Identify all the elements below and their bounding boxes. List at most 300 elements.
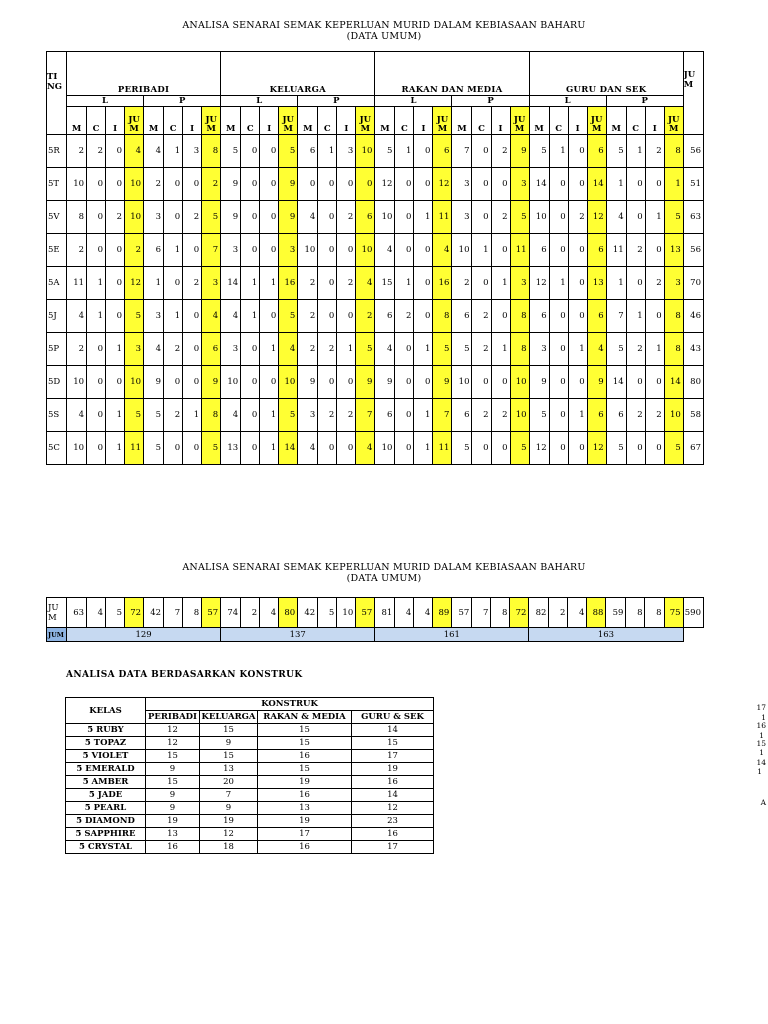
data-cell: 2	[645, 135, 664, 168]
construct-cell: 9	[146, 802, 200, 815]
data-cell: 1	[606, 267, 626, 300]
data-cell: 14	[606, 366, 626, 399]
construct-column-header: PERIBADI	[146, 711, 200, 724]
data-cell: 2	[491, 201, 510, 234]
data-cell: 0	[549, 399, 568, 432]
column-header-c: C	[87, 107, 106, 135]
data-cell: 0	[549, 300, 568, 333]
data-cell: 0	[106, 135, 125, 168]
summary-jum-cell: 72	[125, 598, 144, 628]
data-cell: 2	[626, 234, 645, 267]
group-header-2: KELUARGA	[221, 52, 375, 96]
data-cell: 0	[106, 300, 125, 333]
gender-header: P	[298, 95, 375, 107]
jum-cell: 4	[433, 234, 452, 267]
jum-column-header: JU M	[202, 107, 221, 135]
data-cell: 0	[472, 267, 491, 300]
construct-row	[66, 776, 434, 789]
construct-column-header: RAKAN & MEDIA	[258, 711, 352, 724]
jum-cell: 8	[510, 300, 529, 333]
jum-cell: 12	[587, 432, 606, 465]
data-cell: 5	[144, 432, 164, 465]
construct-cell: 20	[200, 776, 258, 789]
jum-cell: 9	[587, 366, 606, 399]
column-header-m: M	[221, 107, 241, 135]
data-cell: 0	[298, 168, 318, 201]
data-cell: 13	[221, 432, 241, 465]
data-cell: 9	[529, 366, 549, 399]
jum-cell: 10	[125, 366, 144, 399]
column-header-i: I	[491, 107, 510, 135]
data-cell: 0	[164, 432, 183, 465]
jum-cell: 6	[587, 399, 606, 432]
data-cell: 0	[318, 234, 337, 267]
data-cell: 5	[144, 399, 164, 432]
data-cell: 0	[395, 432, 414, 465]
data-cell: 0	[106, 366, 125, 399]
construct-row	[66, 750, 434, 763]
jum-cell: 8	[664, 333, 683, 366]
data-cell: 0	[241, 168, 260, 201]
jum-column-header: JU M	[125, 107, 144, 135]
data-cell: 1	[164, 135, 183, 168]
data-cell: 0	[626, 201, 645, 234]
data-cell: 0	[568, 168, 587, 201]
jum-cell: 5	[433, 333, 452, 366]
data-cell: 1	[260, 432, 279, 465]
data-cell: 6	[298, 135, 318, 168]
summary-cell: 4	[395, 598, 414, 628]
side-fragment: 1	[757, 767, 762, 776]
construct-cell: 16	[352, 776, 434, 789]
data-cell: 0	[87, 366, 106, 399]
jum-cell: 8	[664, 300, 683, 333]
row-total: 56	[683, 135, 703, 168]
jum-cell: 9	[279, 168, 298, 201]
summary-cell: 59	[606, 598, 626, 628]
jum-cell: 8	[433, 300, 452, 333]
summary-cell: 4	[260, 598, 279, 628]
table-row	[47, 366, 704, 399]
table-row	[47, 432, 704, 465]
jum-cell: 1	[664, 168, 683, 201]
construct-cell: 17	[352, 841, 434, 854]
summary-cell: 7	[164, 598, 183, 628]
data-cell: 0	[183, 366, 202, 399]
jum-cell: 6	[587, 300, 606, 333]
data-cell: 10	[221, 366, 241, 399]
construct-cell: 16	[146, 841, 200, 854]
data-cell: 2	[626, 399, 645, 432]
data-cell: 2	[491, 135, 510, 168]
data-cell: 0	[87, 399, 106, 432]
data-cell: 0	[626, 366, 645, 399]
construct-cell: 19	[352, 763, 434, 776]
data-cell: 0	[568, 135, 587, 168]
jum-cell: 10	[664, 399, 683, 432]
jum-cell: 2	[356, 300, 375, 333]
group-header-1: PERIBADI	[67, 52, 221, 96]
summary-jum-cell: 80	[279, 598, 298, 628]
data-cell: 0	[626, 267, 645, 300]
data-cell: 0	[337, 432, 356, 465]
data-cell: 4	[298, 201, 318, 234]
kelas-header: KELAS	[66, 698, 146, 724]
data-cell: 0	[549, 366, 568, 399]
jum-column-header: JU M	[664, 107, 683, 135]
data-cell: 1	[106, 333, 125, 366]
data-cell: 6	[375, 300, 395, 333]
construct-cell: 13	[200, 763, 258, 776]
jum-cell: 3	[510, 267, 529, 300]
group-total-4: 163	[529, 628, 683, 642]
data-cell: 2	[164, 399, 183, 432]
data-cell: 3	[221, 333, 241, 366]
construct-cell: 9	[146, 763, 200, 776]
jum-cell: 16	[279, 267, 298, 300]
data-cell: 0	[395, 399, 414, 432]
data-cell: 6	[452, 399, 472, 432]
data-cell: 0	[241, 399, 260, 432]
jum-cell: 6	[587, 234, 606, 267]
page-title-2	[0, 562, 768, 584]
data-cell: 1	[106, 432, 125, 465]
data-cell: 0	[183, 300, 202, 333]
jum-cell: 7	[202, 234, 221, 267]
data-cell: 10	[298, 234, 318, 267]
column-header-row	[47, 107, 704, 135]
construct-table	[65, 697, 434, 854]
data-cell: 14	[221, 267, 241, 300]
kelas-cell: 5 EMERALD	[66, 763, 146, 776]
data-cell: 12	[529, 432, 549, 465]
data-cell: 4	[298, 432, 318, 465]
data-cell: 1	[241, 300, 260, 333]
data-cell: 1	[414, 333, 433, 366]
table-row	[47, 267, 704, 300]
data-cell: 0	[472, 432, 491, 465]
jum-cell: 5	[664, 432, 683, 465]
data-cell: 3	[452, 168, 472, 201]
data-cell: 1	[164, 300, 183, 333]
row-label: 5V	[47, 201, 67, 234]
row-label: 5S	[47, 399, 67, 432]
data-cell: 1	[626, 135, 645, 168]
summary-cell: 7	[472, 598, 491, 628]
data-cell: 0	[241, 234, 260, 267]
summary-cell: 57	[452, 598, 472, 628]
data-cell: 6	[452, 300, 472, 333]
data-cell: 0	[318, 267, 337, 300]
jum-cell: 6	[356, 201, 375, 234]
jum-cell: 5	[510, 201, 529, 234]
column-header-i: I	[645, 107, 664, 135]
row-total: 51	[683, 168, 703, 201]
side-fragment: 14	[756, 758, 766, 767]
data-cell: 1	[106, 399, 125, 432]
data-cell: 2	[183, 201, 202, 234]
construct-cell: 14	[352, 724, 434, 737]
construct-cell: 17	[352, 750, 434, 763]
jum-cell: 10	[279, 366, 298, 399]
column-header-i: I	[568, 107, 587, 135]
data-cell: 4	[375, 333, 395, 366]
construct-cell: 23	[352, 815, 434, 828]
data-cell: 0	[260, 135, 279, 168]
data-cell: 3	[144, 201, 164, 234]
data-cell: 0	[183, 432, 202, 465]
data-cell: 0	[549, 234, 568, 267]
summary-cell: 10	[337, 598, 356, 628]
column-header-m: M	[529, 107, 549, 135]
data-cell: 1	[472, 234, 491, 267]
data-cell: 0	[337, 168, 356, 201]
data-cell: 3	[529, 333, 549, 366]
summary-jum-cell: 89	[433, 598, 452, 628]
data-cell: 0	[87, 168, 106, 201]
column-header-m: M	[606, 107, 626, 135]
construct-cell: 16	[258, 789, 352, 802]
construct-header-row	[66, 698, 434, 711]
data-cell: 0	[395, 366, 414, 399]
data-cell: 6	[606, 399, 626, 432]
data-cell: 3	[221, 234, 241, 267]
data-cell: 2	[318, 399, 337, 432]
data-cell: 1	[87, 267, 106, 300]
data-cell: 0	[241, 135, 260, 168]
column-header-i: I	[260, 107, 279, 135]
data-cell: 0	[472, 135, 491, 168]
data-cell: 0	[491, 366, 510, 399]
data-cell: 4	[144, 333, 164, 366]
construct-cell: 15	[200, 750, 258, 763]
jum-cell: 5	[279, 300, 298, 333]
construct-cell: 19	[200, 815, 258, 828]
data-cell: 2	[645, 267, 664, 300]
data-cell: 1	[626, 300, 645, 333]
data-cell: 1	[183, 399, 202, 432]
data-cell: 3	[144, 300, 164, 333]
data-cell: 1	[491, 333, 510, 366]
data-cell: 0	[241, 366, 260, 399]
construct-row	[66, 763, 434, 776]
data-cell: 0	[337, 300, 356, 333]
data-cell: 0	[260, 366, 279, 399]
group-header-3: RAKAN DAN MEDIA	[375, 52, 529, 96]
jum-cell: 4	[279, 333, 298, 366]
data-cell: 14	[529, 168, 549, 201]
construct-cell: 12	[200, 828, 258, 841]
data-cell: 1	[606, 168, 626, 201]
column-header-c: C	[472, 107, 491, 135]
data-cell: 5	[375, 135, 395, 168]
construct-column-header: KELUARGA	[201, 712, 256, 722]
construct-cell: 9	[200, 737, 258, 750]
data-cell: 0	[491, 234, 510, 267]
data-cell: 0	[472, 201, 491, 234]
kelas-cell: 5 DIAMOND	[66, 815, 146, 828]
data-cell: 1	[87, 300, 106, 333]
jum-cell: 6	[433, 135, 452, 168]
data-cell: 7	[452, 135, 472, 168]
data-cell: 0	[472, 168, 491, 201]
jum-cell: 10	[125, 168, 144, 201]
row-label: 5T	[47, 168, 67, 201]
data-cell: 10	[67, 366, 87, 399]
side-fragment: 1	[761, 713, 766, 722]
data-cell: 0	[491, 300, 510, 333]
data-cell: 0	[183, 333, 202, 366]
data-cell: 12	[529, 267, 549, 300]
construct-cell: 15	[352, 737, 434, 750]
jum-cell: 7	[356, 399, 375, 432]
data-cell: 1	[241, 267, 260, 300]
data-cell: 2	[452, 267, 472, 300]
data-cell: 0	[549, 432, 568, 465]
data-cell: 1	[414, 432, 433, 465]
data-cell: 2	[298, 333, 318, 366]
column-header-i: I	[106, 107, 125, 135]
jum-cell: 5	[356, 333, 375, 366]
construct-row	[66, 802, 434, 815]
construct-row	[66, 724, 434, 737]
data-cell: 0	[414, 168, 433, 201]
data-cell: 0	[568, 366, 587, 399]
row-label: 5P	[47, 333, 67, 366]
data-cell: 4	[221, 300, 241, 333]
column-header-c: C	[241, 107, 260, 135]
column-header-m: M	[375, 107, 395, 135]
side-fragment: A	[760, 798, 766, 807]
data-cell: 0	[414, 234, 433, 267]
kelas-cell: 5 TOPAZ	[66, 737, 146, 750]
row-label: 5E	[47, 234, 67, 267]
jum-cell: 12	[587, 201, 606, 234]
data-cell: 1	[260, 267, 279, 300]
jum-column-header: JU M	[356, 107, 375, 135]
row-total: 46	[683, 300, 703, 333]
data-cell: 0	[318, 366, 337, 399]
construct-cell: 15	[258, 737, 352, 750]
data-cell: 2	[337, 201, 356, 234]
kelas-cell: 5 AMBER	[66, 776, 146, 789]
data-cell: 0	[260, 300, 279, 333]
jum-cell: 5	[202, 432, 221, 465]
jum-cell: 5	[664, 201, 683, 234]
jum-column-header: JU M	[587, 107, 606, 135]
data-cell: 4	[144, 135, 164, 168]
data-cell: 10	[67, 168, 87, 201]
column-header-i: I	[337, 107, 356, 135]
group-total-blank	[683, 628, 703, 642]
summary-grand-total: 590	[683, 598, 703, 628]
data-cell: 1	[337, 333, 356, 366]
data-cell: 9	[375, 366, 395, 399]
column-header-m: M	[298, 107, 318, 135]
data-cell: 0	[472, 366, 491, 399]
data-cell: 0	[87, 201, 106, 234]
construct-column-header: GURU & SEK	[352, 711, 434, 724]
data-cell: 0	[549, 201, 568, 234]
jum-cell: 11	[510, 234, 529, 267]
jum-cell: 9	[202, 366, 221, 399]
side-fragment: 1	[759, 731, 764, 740]
construct-cell: 13	[258, 802, 352, 815]
data-cell: 3	[298, 399, 318, 432]
data-cell: 2	[144, 168, 164, 201]
jum-cell: 9	[510, 135, 529, 168]
tingkatan-header: TI NG	[47, 52, 67, 135]
kelas-cell: 5 VIOLET	[66, 750, 146, 763]
data-cell: 5	[221, 135, 241, 168]
data-cell: 3	[183, 135, 202, 168]
column-header-c: C	[395, 107, 414, 135]
table-row	[47, 234, 704, 267]
data-cell: 2	[645, 399, 664, 432]
data-cell: 0	[318, 201, 337, 234]
construct-cell: 16	[258, 750, 352, 763]
row-label: 5D	[47, 366, 67, 399]
summary-cell: 8	[491, 598, 510, 628]
data-cell: 15	[375, 267, 395, 300]
construct-section-title: ANALISA DATA BERDASARKAN KONSTRUK	[66, 670, 303, 680]
data-cell: 2	[298, 267, 318, 300]
data-cell: 6	[529, 234, 549, 267]
data-cell: 0	[87, 234, 106, 267]
construct-cell: 14	[352, 789, 434, 802]
data-cell: 0	[568, 300, 587, 333]
gender-header: L	[221, 95, 298, 107]
data-cell: 10	[375, 201, 395, 234]
table-row	[47, 201, 704, 234]
summary-jum-cell: 75	[664, 598, 683, 628]
data-cell: 2	[568, 201, 587, 234]
jum-cell: 6	[202, 333, 221, 366]
data-cell: 0	[164, 168, 183, 201]
row-total: 63	[683, 201, 703, 234]
data-cell: 0	[491, 168, 510, 201]
data-cell: 9	[298, 366, 318, 399]
data-cell: 0	[337, 366, 356, 399]
jumlah-header: JU M	[683, 52, 703, 135]
gender-header-row	[47, 95, 704, 107]
jum-cell: 5	[510, 432, 529, 465]
summary-jum-cell: 57	[356, 598, 375, 628]
data-cell: 0	[260, 168, 279, 201]
data-cell: 1	[164, 234, 183, 267]
construct-cell: 7	[200, 789, 258, 802]
table-row	[47, 168, 704, 201]
summary-cell: 4	[568, 598, 587, 628]
gender-header: L	[529, 95, 606, 107]
data-cell: 5	[452, 333, 472, 366]
construct-cell: 17	[258, 828, 352, 841]
jum-cell: 3	[664, 267, 683, 300]
data-cell: 1	[395, 267, 414, 300]
summary-cell: 82	[529, 598, 549, 628]
group-header-4: GURU DAN SEK	[529, 52, 683, 96]
data-cell: 0	[164, 201, 183, 234]
column-header-c: C	[549, 107, 568, 135]
data-cell: 9	[221, 201, 241, 234]
jum-cell: 14	[664, 366, 683, 399]
data-cell: 4	[606, 201, 626, 234]
summary-cell: 5	[106, 598, 125, 628]
data-cell: 0	[183, 168, 202, 201]
data-cell: 1	[549, 267, 568, 300]
data-cell: 9	[221, 168, 241, 201]
table-row	[47, 399, 704, 432]
